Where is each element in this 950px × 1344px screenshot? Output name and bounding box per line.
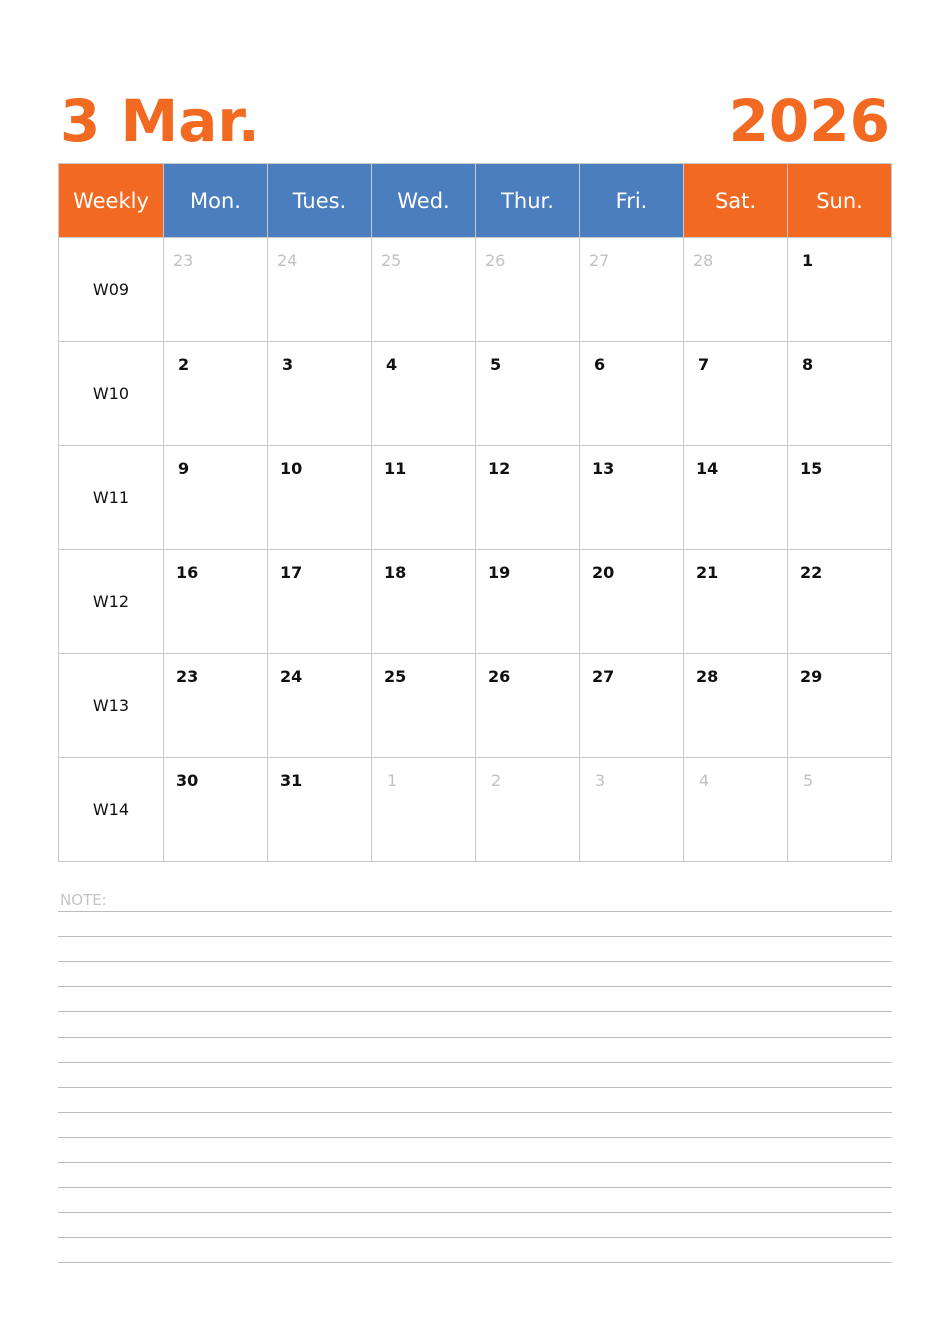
day-cell-outside-month[interactable] [476,758,580,862]
note-line [58,1237,892,1238]
note-line [58,1137,892,1138]
day-cell[interactable] [684,446,788,550]
header-tue: Tues. [268,164,372,238]
day-number: 23 [176,667,199,686]
note-line [58,936,892,937]
day-cell[interactable] [580,550,684,654]
header-sun: Sun. [788,164,892,238]
day-number: 1 [387,771,398,790]
week-number: W14 [59,758,164,862]
day-number: 27 [592,667,615,686]
day-number: 13 [592,459,615,478]
day-number: 29 [800,667,823,686]
day-cell-outside-month[interactable] [372,758,476,862]
day-number: 20 [592,563,615,582]
day-cell[interactable] [164,758,268,862]
day-cell[interactable] [268,342,372,446]
day-cell[interactable] [268,758,372,862]
day-number: 5 [490,355,502,374]
day-number: 6 [594,355,606,374]
day-cell[interactable] [476,342,580,446]
day-number: 17 [280,563,303,582]
note-line [58,1112,892,1113]
header-weekly: Weekly [59,164,164,238]
day-number: 31 [280,771,303,790]
day-number: 19 [488,563,511,582]
day-number: 2 [178,355,190,374]
day-number: 14 [696,459,719,478]
note-line [58,961,892,962]
note-line [58,1011,892,1012]
note-line [58,1162,892,1163]
calendar-title-row [60,88,890,158]
day-cell[interactable] [788,654,892,758]
day-number: 8 [802,355,814,374]
note-line [58,1062,892,1063]
day-cell[interactable] [684,550,788,654]
day-number: 10 [280,459,303,478]
day-cell[interactable] [580,654,684,758]
week-number: W13 [59,654,164,758]
week-number: W11 [59,446,164,550]
day-number: 11 [384,459,407,478]
day-cell[interactable] [476,550,580,654]
note-line [58,1037,892,1038]
week-number: W09 [59,238,164,342]
day-cell[interactable] [580,342,684,446]
day-number: 25 [381,251,402,270]
day-cell[interactable] [372,342,476,446]
header-mon: Mon. [164,164,268,238]
day-cell[interactable] [788,238,892,342]
week-row [59,446,892,550]
header-wed: Wed. [372,164,476,238]
day-number: 5 [803,771,814,790]
day-number: 28 [696,667,719,686]
note-line [58,1087,892,1088]
day-cell[interactable] [580,446,684,550]
calendar-body [59,238,892,862]
day-cell[interactable] [788,342,892,446]
day-number: 3 [595,771,606,790]
year-title: 2026 [728,87,890,155]
day-number: 2 [491,771,502,790]
week-row [59,342,892,446]
note-line [58,911,892,912]
day-number: 26 [485,251,506,270]
day-number: 7 [698,355,710,374]
day-cell[interactable] [268,654,372,758]
day-cell-outside-month[interactable] [684,238,788,342]
day-cell-outside-month[interactable] [164,238,268,342]
month-title: 3 Mar. [60,87,260,155]
day-cell[interactable] [476,446,580,550]
day-cell[interactable] [372,446,476,550]
day-number: 24 [277,251,298,270]
notes-label: NOTE: [60,891,107,909]
week-number: W10 [59,342,164,446]
day-cell-outside-month[interactable] [580,238,684,342]
weekday-header-row [59,164,892,238]
day-cell-outside-month[interactable] [684,758,788,862]
day-cell[interactable] [476,654,580,758]
day-cell[interactable] [164,342,268,446]
day-number: 18 [384,563,407,582]
day-number: 24 [280,667,303,686]
day-number: 25 [384,667,407,686]
day-number: 4 [699,771,710,790]
day-number: 12 [488,459,511,478]
day-cell[interactable] [164,654,268,758]
week-row [59,550,892,654]
day-cell-outside-month[interactable] [268,238,372,342]
note-line [58,986,892,987]
header-thu: Thur. [476,164,580,238]
calendar-grid [58,163,892,862]
week-row [59,758,892,862]
week-number: W12 [59,550,164,654]
day-number: 22 [800,563,823,582]
day-cell[interactable] [164,550,268,654]
week-row [59,238,892,342]
day-number: 26 [488,667,511,686]
day-number: 16 [176,563,199,582]
day-cell-outside-month[interactable] [580,758,684,862]
day-cell-outside-month[interactable] [788,758,892,862]
day-number: 4 [386,355,398,374]
day-cell[interactable] [372,550,476,654]
header-fri: Fri. [580,164,684,238]
note-line [58,1187,892,1188]
day-number: 27 [589,251,610,270]
day-cell[interactable] [684,342,788,446]
day-cell[interactable] [164,446,268,550]
note-line [58,1212,892,1213]
day-cell-outside-month[interactable] [476,238,580,342]
day-number: 15 [800,459,823,478]
day-cell[interactable] [684,654,788,758]
day-cell[interactable] [268,550,372,654]
day-number: 3 [282,355,294,374]
header-sat: Sat. [684,164,788,238]
note-line [58,1262,892,1263]
day-number: 28 [693,251,714,270]
day-cell-outside-month[interactable] [372,238,476,342]
day-cell[interactable] [788,446,892,550]
day-number: 30 [176,771,199,790]
day-number: 9 [178,459,190,478]
day-number: 23 [173,251,194,270]
day-cell[interactable] [268,446,372,550]
week-row [59,654,892,758]
day-number: 21 [696,563,719,582]
day-cell[interactable] [788,550,892,654]
day-number: 1 [802,251,814,270]
day-cell[interactable] [372,654,476,758]
